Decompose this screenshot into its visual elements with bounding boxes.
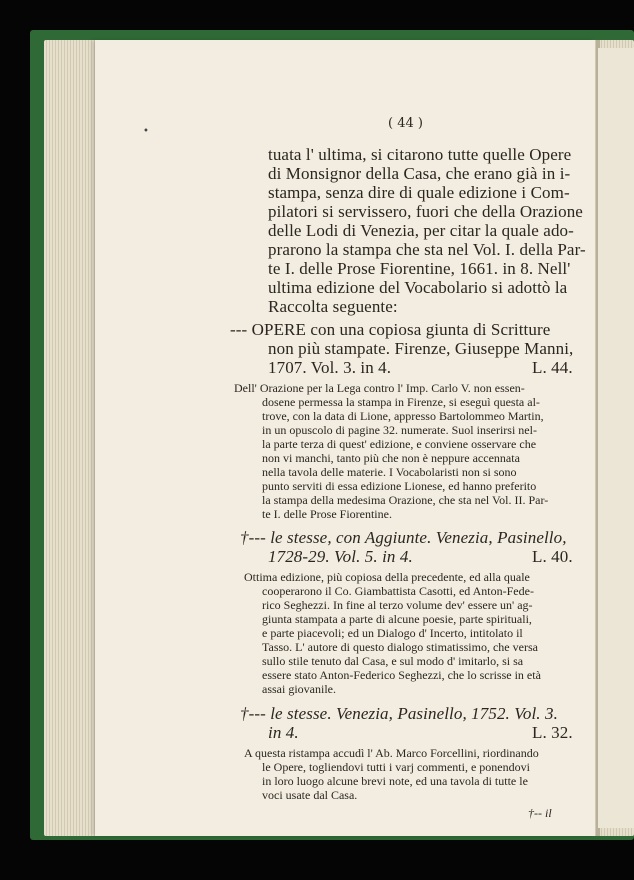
entry-price: L. 44. — [532, 358, 573, 377]
note-line: la parte terza di quest' edizione, e conviene osservare che — [262, 437, 537, 451]
note-line: in un opuscolo di pagine 32. numerate. Suol inserirsi nel- — [262, 423, 537, 437]
text-line: tuata l' ultima, si citarono tutte quelle Opere — [268, 145, 572, 164]
entry-line: --- OPERE con una copiosa giunta di Scritture — [230, 320, 551, 339]
text-line: ultima edizione del Vocabolario si adottò la — [268, 278, 568, 297]
note-line: non vi manchi, tanto più che non è neppure accennata — [262, 451, 520, 465]
entry-line: 1707. Vol. 3. in 4. — [268, 358, 392, 377]
note-line: Tasso. L' autore di questo dialogo stimatissimo, che versa — [262, 640, 538, 654]
text-line: delle Lodi di Venezia, per citar la quale ado- — [268, 221, 574, 240]
note-line: essere stato Anton-Federico Seghezzi, che lo scrisse in età — [262, 668, 541, 682]
note-line: Dell' Orazione per la Lega contro l' Imp. Carlo V. non essen- — [234, 381, 525, 395]
entry-line: 1728-29. Vol. 5. in 4. — [268, 547, 413, 566]
note-line: giunta stampata a parte di alcune poesie, parte spirituali, — [262, 612, 532, 626]
page-number: ( 44 ) — [388, 116, 423, 131]
text-line: Raccolta seguente: — [268, 297, 398, 316]
note-line: in loro luogo alcune brevi note, ed una tavola di tutte le — [262, 774, 528, 788]
note-line: voci usate dal Casa. — [262, 788, 358, 802]
note-line: sullo stile tenuto dal Casa, e sul modo d' imitarlo, si sa — [262, 654, 524, 668]
note-line: punto serviti di essa edizione Lionese, ed hanno preferito — [262, 479, 537, 493]
note-line: la stampa della medesima Orazione, che sta nel Vol. II. Par- — [262, 493, 549, 507]
note-line: cooperarono il Co. Giambattista Casotti, ed Anton-Fede- — [262, 584, 534, 598]
text-line: prarono la stampa che sta nel Vol. I. della Par- — [268, 240, 586, 259]
note-line: assai giovanile. — [262, 682, 336, 696]
margin-mark: • — [143, 126, 149, 137]
entry-line: †--- le stesse. Venezia, Pasinello, 1752. Vol. 3. — [240, 704, 558, 723]
text-line: te I. delle Prose Fiorentine, 1661. in 8. Nell' — [268, 259, 571, 278]
note-line: rico Seghezzi. In fine al terzo volume dev' essere un' ag- — [262, 598, 533, 612]
note-line: dosene permessa la stampa in Firenze, si eseguì questa al- — [262, 395, 540, 409]
text-line: pilatori si servissero, fuori che della Orazione — [268, 202, 583, 221]
catchword: †-- il — [528, 806, 552, 820]
facing-page — [598, 48, 634, 828]
entry-price: L. 32. — [532, 723, 573, 742]
entry-line: non più stampate. Firenze, Giuseppe Manni, — [268, 339, 574, 358]
entry-price: L. 40. — [532, 547, 573, 566]
note-line: Ottima edizione, più copiosa della precedente, ed alla quale — [244, 570, 530, 584]
note-line: le Opere, togliendovi tutti i varj commenti, e ponendovi — [262, 760, 530, 774]
text-line: stampa, senza dire di quale edizione i Com- — [268, 183, 570, 202]
entry-line: in 4. — [268, 723, 299, 742]
note-line: e parte piacevoli; ed un Dialogo d' Incerto, intitolato il — [262, 626, 523, 640]
entry-line: †--- le stesse, con Aggiunte. Venezia, Pasinello, — [240, 528, 567, 547]
text-line: di Monsignor della Casa, che erano già in i- — [268, 164, 571, 183]
note-line: A questa ristampa accudì l' Ab. Marco Forcellini, riordinando — [244, 746, 539, 760]
note-line: nella tavola delle materie. I Vocabolaristi non si sono — [262, 465, 517, 479]
note-line: trove, con la data di Lione, appresso Bartolommeo Martin, — [262, 409, 544, 423]
note-line: te I. delle Prose Fiorentine. — [262, 507, 392, 521]
